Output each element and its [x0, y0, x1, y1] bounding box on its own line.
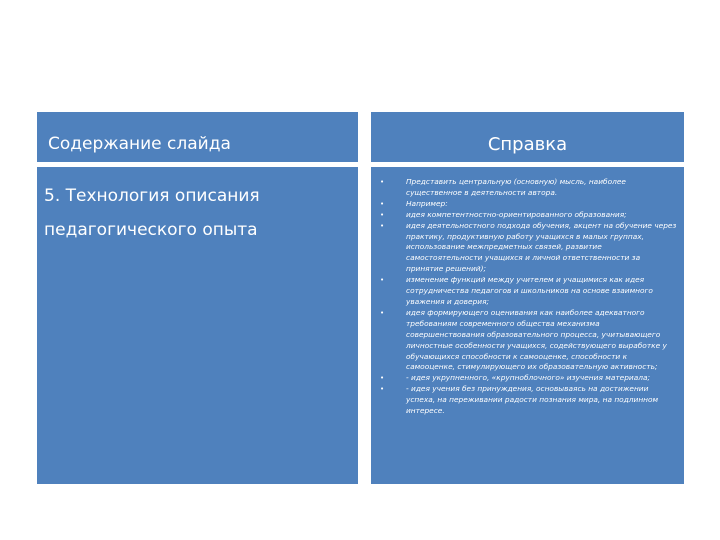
- note-text: идея компетентностно-ориентированного образования;: [406, 209, 627, 219]
- note-text: изменение функций между учителем и учащимися как идея сотрудничества педагогов и школьников на основе взаимного уважения и доверия;: [406, 275, 653, 306]
- note-text: - идея учения без принуждения, основываясь на достижении успеха, на переживании радости познания мира, на подлинном интересе.: [406, 384, 659, 416]
- note-text: Например:: [406, 198, 448, 208]
- reference-notes-list: [377, 177, 678, 417]
- note-item: [377, 221, 678, 276]
- bullet-icon: •: [380, 374, 385, 383]
- note-text: Представить центральную (основную) мысль, наиболее существенное в деятельности автора.: [406, 177, 626, 197]
- note-item: [377, 373, 678, 384]
- left-header-title: Содержание слайда: [48, 134, 231, 154]
- note-item: [377, 384, 678, 417]
- left-content-panel: [37, 167, 358, 484]
- note-item: [377, 177, 678, 199]
- note-text: идея формирующего оценивания как наиболее адекватного требованиям современного общества механизма совершенствования образовательного процесса, учитывающего личностные особенности учащихся, содействующего выработке у обучающихся способности к самооценке, способности к самооценке, стимулирующего их образовательную активность;: [406, 307, 667, 372]
- right-header-title: Справка: [487, 133, 568, 155]
- note-item: [377, 199, 678, 210]
- bullet-icon: •: [380, 199, 385, 208]
- bullet-icon: •: [380, 276, 385, 285]
- bullet-icon: •: [380, 385, 385, 394]
- left-column-header: [37, 112, 358, 162]
- topic-title-line-1: 5. Технология описания: [44, 186, 260, 206]
- topic-title-line-2: педагогического опыта: [44, 220, 258, 240]
- right-column-header: [371, 112, 684, 162]
- note-item: [377, 308, 678, 373]
- note-item: [377, 210, 678, 221]
- bullet-icon: •: [380, 178, 385, 186]
- right-content-panel: [371, 167, 684, 484]
- bullet-icon: •: [380, 308, 385, 317]
- note-item: [377, 275, 678, 308]
- note-text: идея деятельностного подхода обучения, акцент на обучение через практику, продуктивную работу учащихся в малых группах, использование межпредметных связей, развитие самостоятельности учащихся и личной ответственности за принятие решений);: [406, 220, 677, 274]
- note-text: - идея укрупненного, «крупноблочного» изучения материала;: [406, 373, 650, 383]
- bullet-icon: •: [380, 221, 385, 230]
- bullet-icon: •: [380, 210, 385, 219]
